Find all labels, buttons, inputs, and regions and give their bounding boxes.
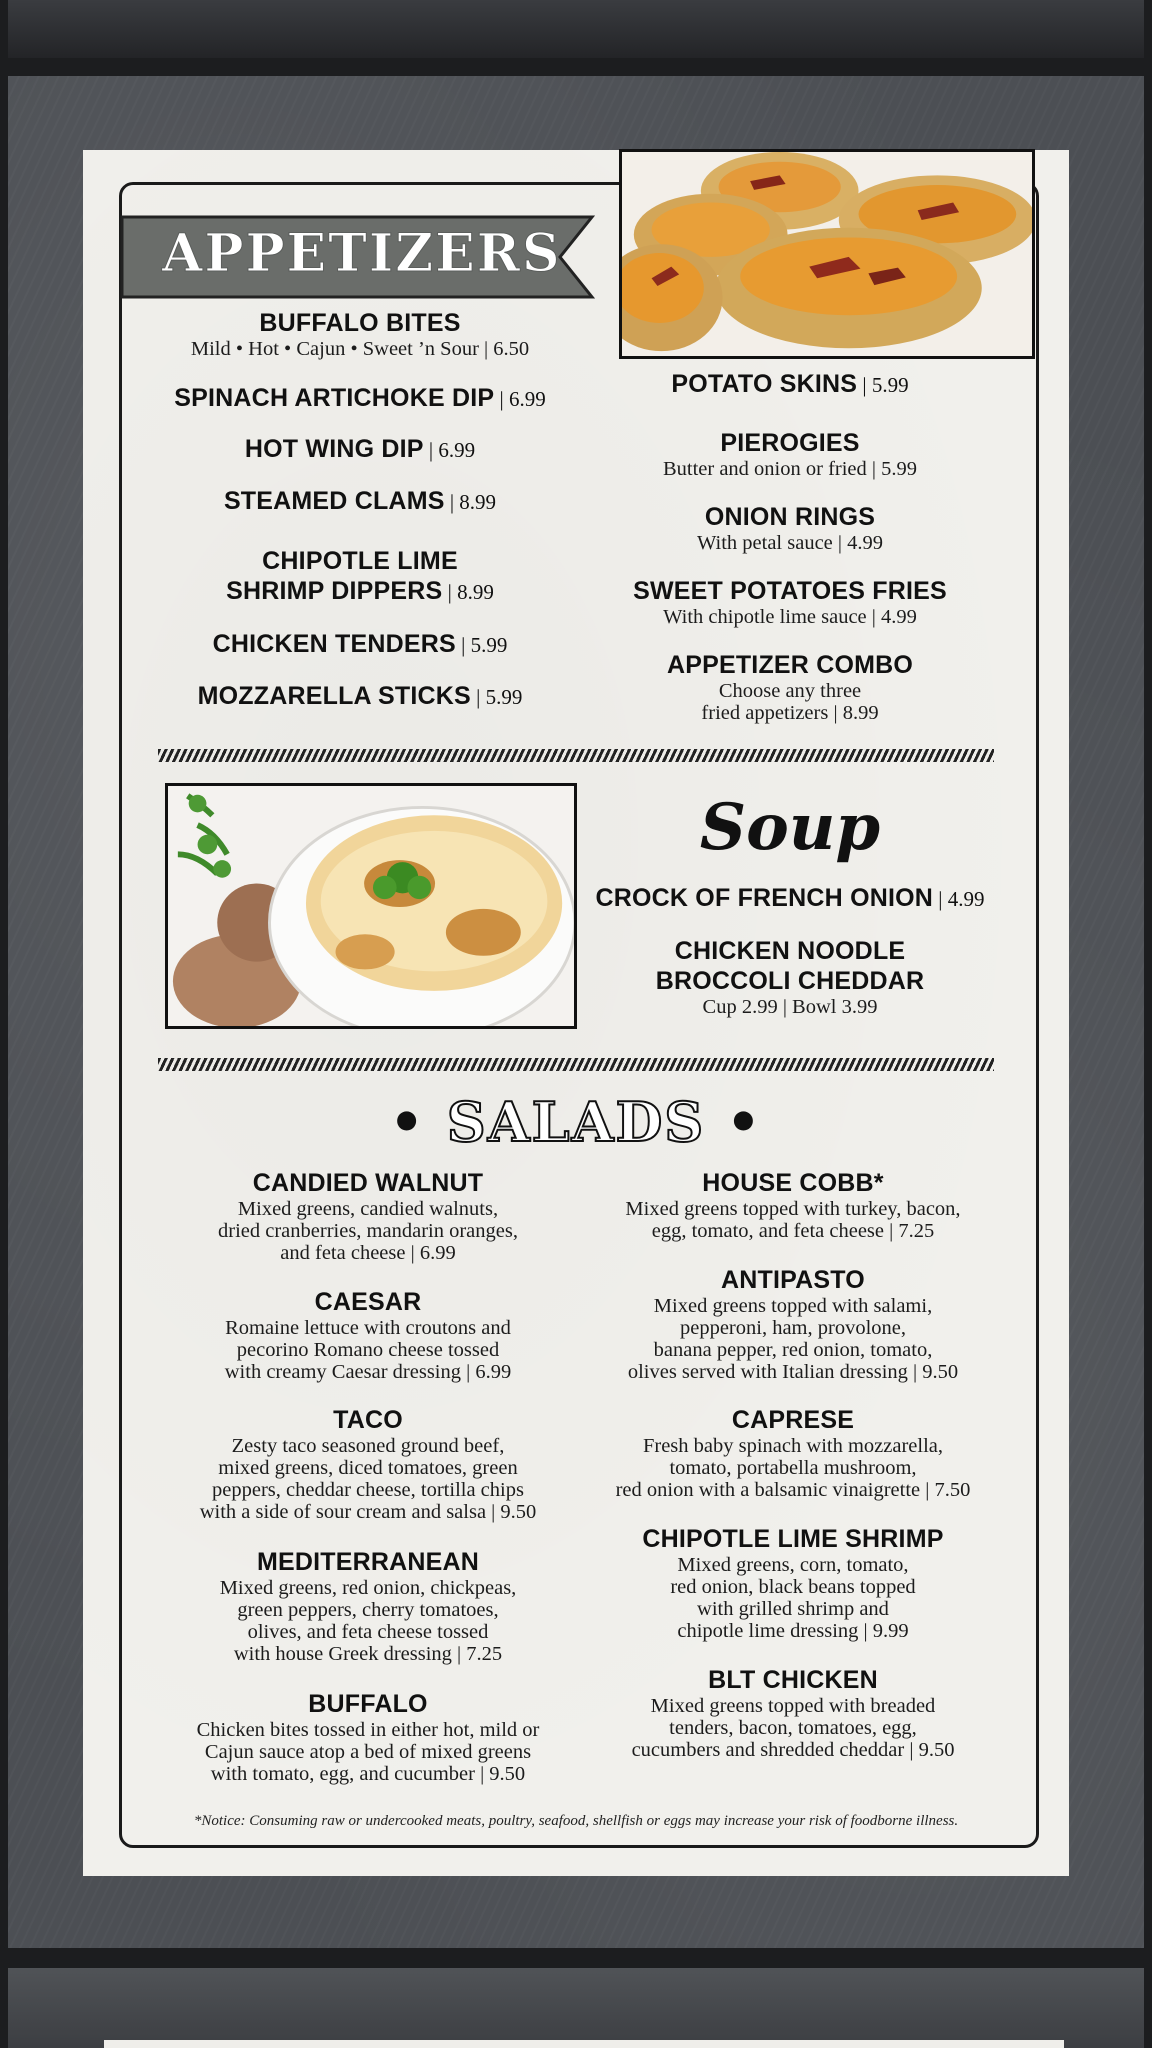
menu-item-potato-skins: POTATO SKINS | 5.99 [671,370,909,398]
menu-item-candied-walnut: CANDIED WALNUT Mixed greens, candied walnuts, dried cranberries, mandarin oranges, and feta cheese | 6.99 [218,1169,518,1264]
menu-item-taco: TACO Zesty taco seasoned ground beef, mixed greens, diced tomatoes, green peppers, cheddar cheese, tortilla chips with a side of sour cream and salsa | 9.50 [199,1406,537,1523]
heading-dot: • [389,1090,426,1154]
menu-item-mozzarella-sticks: MOZZARELLA STICKS | 5.99 [197,682,523,710]
menu-item-buffalo-bites: BUFFALO BITES Mild • Hot • Cajun • Sweet ’n Sour | 6.50 [190,309,530,360]
menu-item-chicken-noodle-broccoli-cheddar: CHICKEN NOODLE BROCCOLI CHEDDAR Cup 2.99 | Bowl 3.99 [655,937,925,1018]
menu-item-buffalo-salad: BUFFALO Chicken bites tossed in either hot, mild or Cajun sauce atop a bed of mixed greens with tomato, egg, and cucumber | 9.50 [196,1690,540,1785]
menu-item-antipasto: ANTIPASTO Mixed greens topped with salami, pepperoni, ham, provolone, banana pepper, red onion, tomato, olives served with Italian dressing | 9.50 [627,1266,959,1383]
menu-item-mediterranean: MEDITERRANEAN Mixed greens, red onion, chickpeas, green peppers, cherry tomatoes, olives, and feta cheese tossed with house Greek dressing | 7.25 [219,1548,517,1665]
chalkboard-next-page [8,1968,1144,2048]
section-divider [158,1058,994,1071]
next-page-paper [104,2040,1064,2048]
menu-item-onion-rings: ONION RINGS With petal sauce | 4.99 [696,503,883,554]
foodborne-illness-notice: *Notice: Consuming raw or undercooked meats, poultry, seafood, shellfish or eggs may increase your risk of foodborne illness. [193,1813,959,1829]
menu-item-chipotle-lime-shrimp: CHIPOTLE LIME SHRIMP Mixed greens, corn, tomato, red onion, black beans topped with grilled shrimp and chipotle lime dressing | 9.99 [642,1525,944,1642]
menu-item-chipotle-lime-shrimp-dippers: CHIPOTLE LIME SHRIMP DIPPERS | 8.99 [226,547,494,605]
menu-item-caesar: CAESAR Romaine lettuce with croutons and pecorino Romano cheese tossed with creamy Caesar dressing | 6.99 [224,1288,512,1383]
menu-item-sweet-potatoes-fries: SWEET POTATOES FRIES With chipotle lime sauce | 4.99 [633,577,947,628]
french-onion-soup-photo [165,783,577,1029]
menu-item-chicken-tenders: CHICKEN TENDERS | 5.99 [212,630,508,658]
appetizers-heading: APPETIZERS [162,223,562,284]
menu-item-pierogies: PIEROGIES Butter and onion or fried | 5.99 [662,429,918,480]
menu-item-crock-of-french-onion: CROCK OF FRENCH ONION | 4.99 [595,884,985,912]
potato-skins-photo [619,149,1035,359]
menu-item-blt-chicken: BLT CHICKEN Mixed greens topped with breaded tenders, bacon, tomatoes, egg, cucumbers and shredded cheddar | 9.50 [631,1666,955,1761]
heading-dot: • [726,1090,763,1154]
soup-heading: Soup [699,790,881,865]
appetizers-banner [120,215,595,299]
menu-item-house-cobb: HOUSE COBB* Mixed greens topped with turkey, bacon, egg, tomato, and feta cheese | 7.25 [625,1169,961,1242]
menu-item-spinach-artichoke-dip: SPINACH ARTICHOKE DIP | 6.99 [174,384,546,412]
section-divider [158,749,994,762]
salads-heading: • SALADS • [389,1090,763,1154]
menu-item-caprese: CAPRESE Fresh baby spinach with mozzarella, tomato, portabella mushroom, red onion with a balsamic vinaigrette | 7.50 [615,1406,971,1501]
menu-item-hot-wing-dip: HOT WING DIP | 6.99 [244,435,476,463]
menu-item-steamed-clams: STEAMED CLAMS | 8.99 [223,487,497,515]
menu-item-appetizer-combo: APPETIZER COMBO Choose any three fried appetizers | 8.99 [666,651,914,724]
chalkboard-top-strip [8,0,1144,58]
